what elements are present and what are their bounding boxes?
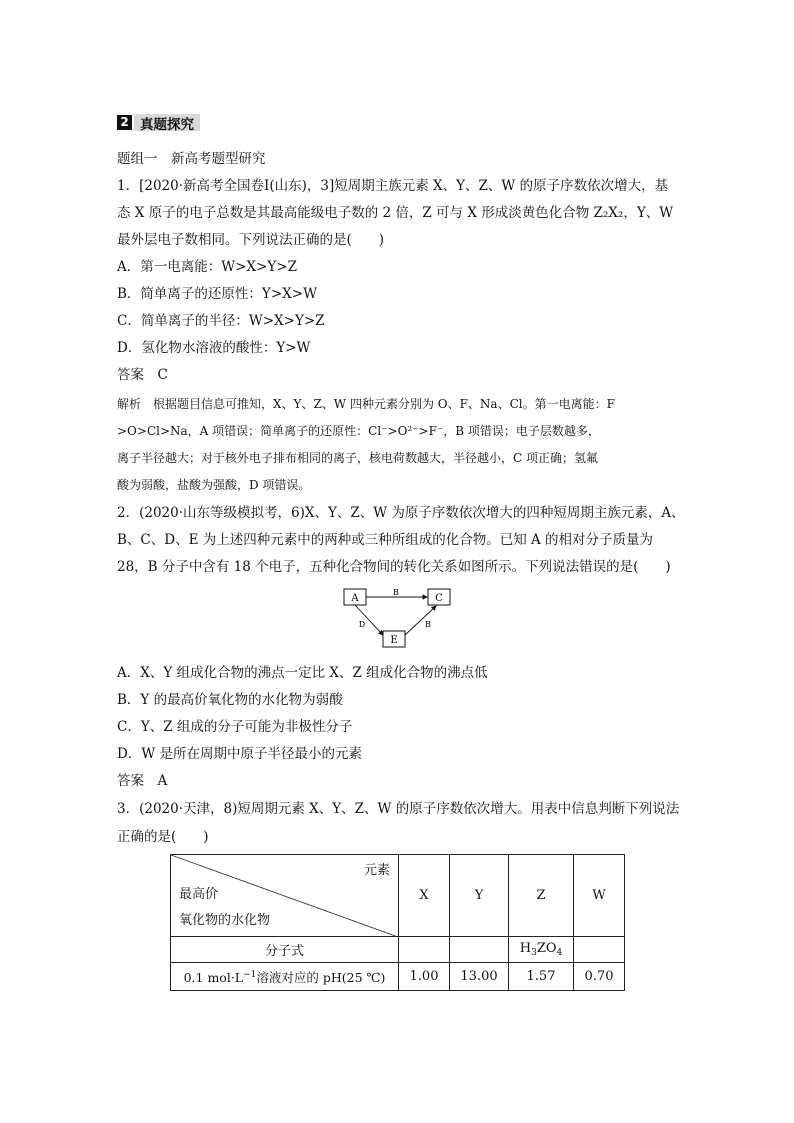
q2-stem-line-3: 28，B 分子中含有 18 个电子，五种化合物间的转化关系如图所示。下列说法错误的是( ) [117, 559, 671, 575]
edge-label-ae: D [358, 620, 366, 629]
table-header-row [171, 855, 625, 937]
q1-option-a: A．第一电离能：W>X>Y>Z [117, 259, 297, 275]
q2-stem-line-1: 2．(2020·山东等级模拟考，6)X、Y、Z、W 为原子序数依次增大的四种短周期主族元素，A、 [117, 505, 685, 521]
q1-answer: 答案 C [117, 367, 168, 383]
q2-stem-line-2: B、C、D、E 为上述四种元素中的两种或三种所组成的化合物。已知 A 的相对分子质量为 [117, 532, 654, 548]
q2-option-d: D．W 是所在周期中原子半径最小的元素 [117, 746, 362, 762]
node-a-label: A [351, 593, 359, 604]
conversion-diagram [340, 585, 465, 655]
cell-w-ph: 0.70 [574, 963, 625, 991]
cell-y-ph: 13.00 [450, 963, 509, 991]
section-header [117, 113, 200, 132]
corner-bottom-label-1: 最高价 [179, 887, 219, 902]
cell-y-formula [450, 937, 509, 963]
cell-x-formula [399, 937, 450, 963]
q2-answer: 答案 A [117, 773, 168, 789]
table-row-ph [171, 963, 625, 991]
element-info-table [170, 854, 625, 991]
section-title: 真题探究 [134, 114, 200, 131]
q1-analysis-line-3: 离子半径越大；对于核外电子排布相同的离子，核电荷数越大，半径越小，C 项正确；氢氟 [117, 451, 598, 465]
cell-x-ph: 1.00 [399, 963, 450, 991]
table-row-formula [171, 937, 625, 963]
col-header-x: X [399, 855, 450, 937]
node-c-label: C [435, 593, 443, 604]
table-corner-cell [171, 855, 399, 937]
q1-analysis-line-4: 酸为弱酸，盐酸为强酸，D 项错误。 [117, 478, 311, 492]
section-number: 2 [117, 115, 132, 130]
q1-stem-line-2: 态 X 原子的电子总数是其最高能级电子数的 2 倍，Z 可与 X 形成淡黄色化合物 Z₂X₂，Y、W [117, 205, 674, 221]
node-e-label: E [390, 635, 398, 646]
q2-option-a: A．X、Y 组成化合物的沸点一定比 X、Z 组成化合物的沸点低 [117, 665, 488, 681]
col-header-z: Z [509, 855, 574, 937]
corner-bottom-label-2: 氧化物的水化物 [179, 913, 271, 928]
q1-option-b: B．简单离子的还原性：Y>X>W [117, 286, 317, 302]
q3-stem-line-2: 正确的是( ) [117, 829, 209, 845]
q2-option-b: B．Y 的最高价氧化物的水化物为弱酸 [117, 692, 343, 708]
col-header-y: Y [450, 855, 509, 937]
q3-stem-line-1: 3．(2020·天津，8)短周期元素 X、Y、Z、W 的原子序数依次增大。用表中信息判断下列说法 [117, 801, 680, 817]
q2-option-c: C．Y、Z 组成的分子可能为非极性分子 [117, 719, 353, 735]
cell-w-formula [574, 937, 625, 963]
q1-stem-line-3: 最外层电子数相同。下列说法正确的是( ) [117, 232, 385, 248]
cell-z-ph: 1.57 [509, 963, 574, 991]
col-header-w: W [574, 855, 625, 937]
q1-stem-line-1: 1．[2020·新高考全国卷Ⅰ(山东)，3]短周期主族元素 X、Y、Z、W 的原子序数依次增大，基 [117, 178, 669, 194]
row-label-ph: 0.1 $mol\cdot L^{-1}$溶液对应的 pH(25 ℃) [171, 963, 399, 991]
row-label-formula: 分子式 [171, 937, 399, 963]
q1-analysis-line-1: 解析 根据题目信息可推知，X、Y、Z、W 四种元素分别为 O、F、Na、Cl。第一电离能：F [117, 397, 615, 411]
group-title: 题组一 新高考题型研究 [117, 151, 266, 167]
cell-z-formula: $H_3ZO_4$ [509, 937, 574, 963]
corner-top-label: 元素 [363, 863, 390, 878]
edge-label-ec: B [425, 620, 431, 629]
q1-option-c: C．简单离子的半径：W>X>Y>Z [117, 313, 325, 329]
edge-label-ac: B [393, 588, 399, 597]
q1-analysis-line-2: >O>Cl>Na，A 项错误；简单离子的还原性：Cl⁻>O²⁻>F⁻，B 项错误；电子层数越多， [117, 424, 600, 438]
arrow-e-to-c [405, 606, 436, 635]
q1-option-d: D．氢化物水溶液的酸性：Y>W [117, 340, 311, 356]
